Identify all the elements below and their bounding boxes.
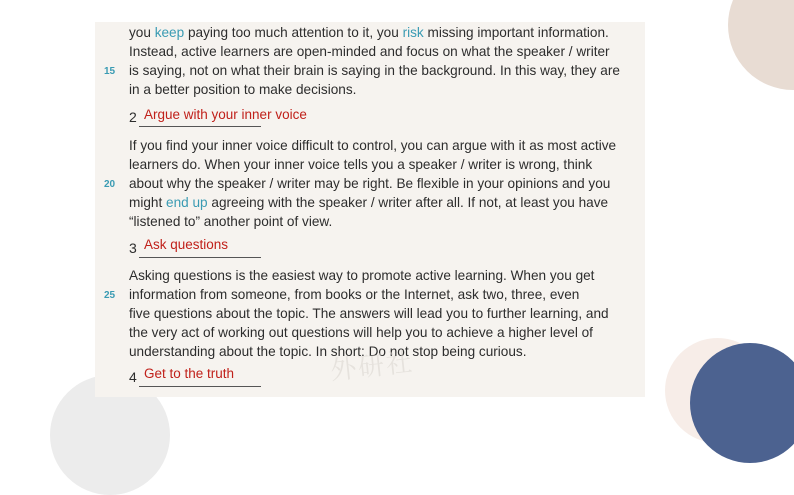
passage-line: in a better position to make decisions. bbox=[129, 82, 357, 97]
heading-number: 2 bbox=[129, 109, 137, 125]
passage-line: If you find your inner voice difficult to control, you can argue with it as most active bbox=[129, 138, 617, 153]
passage-line: “listened to” another point of view. bbox=[129, 214, 333, 229]
passage-line bbox=[129, 194, 608, 212]
passage-line: Asking questions is the easiest way to promote active learning. When you get bbox=[129, 268, 595, 283]
text-run: missing important information. bbox=[423, 25, 609, 40]
line-number: 15 bbox=[104, 66, 116, 77]
heading-number: 3 bbox=[129, 240, 137, 256]
passage-line: information from someone, from books or the Internet, ask two, three, even bbox=[129, 287, 580, 302]
passage-line: five questions about the topic. The answers will lead you to further learning, and bbox=[129, 306, 609, 321]
answer-text: Argue with your inner voice bbox=[144, 107, 307, 122]
passage-line: learners do. When your inner voice tells you a speaker / writer is wrong, think bbox=[129, 157, 593, 172]
decorative-circle-top-right bbox=[728, 0, 794, 90]
keyword-keep: keep bbox=[154, 25, 185, 40]
passage-line: is saying, not on what their brain is saying in the background. In this way, they are bbox=[129, 63, 620, 78]
passage-line: the very act of working out questions will help you to achieve a higher level of bbox=[129, 325, 593, 340]
passage-line: understanding about the topic. In short: Do not stop being curious. bbox=[129, 344, 527, 359]
answer-text: Ask questions bbox=[144, 237, 229, 252]
passage-line: about why the speaker / writer may be right. Be flexible in your opinions and you bbox=[129, 176, 611, 191]
keyword-risk: risk bbox=[402, 25, 424, 40]
passage-line: Instead, active learners are open-minded and focus on what the speaker / writer bbox=[129, 44, 610, 59]
heading-number: 4 bbox=[129, 369, 137, 385]
text-run: might bbox=[129, 195, 167, 210]
passage-line bbox=[129, 24, 609, 42]
text-run: you bbox=[129, 25, 155, 40]
line-number: 20 bbox=[104, 179, 116, 190]
text-run: agreeing with the speaker / writer after all. If not, at least you have bbox=[207, 195, 609, 210]
answer-text: Get to the truth bbox=[144, 366, 235, 381]
keyword-end-up: end up bbox=[166, 195, 208, 210]
line-number: 25 bbox=[104, 290, 116, 301]
decorative-circle-navy bbox=[690, 343, 794, 463]
reading-passage bbox=[95, 22, 645, 397]
text-run: paying too much attention to it, you bbox=[184, 25, 403, 40]
publisher-watermark: 外研社 bbox=[328, 347, 416, 387]
